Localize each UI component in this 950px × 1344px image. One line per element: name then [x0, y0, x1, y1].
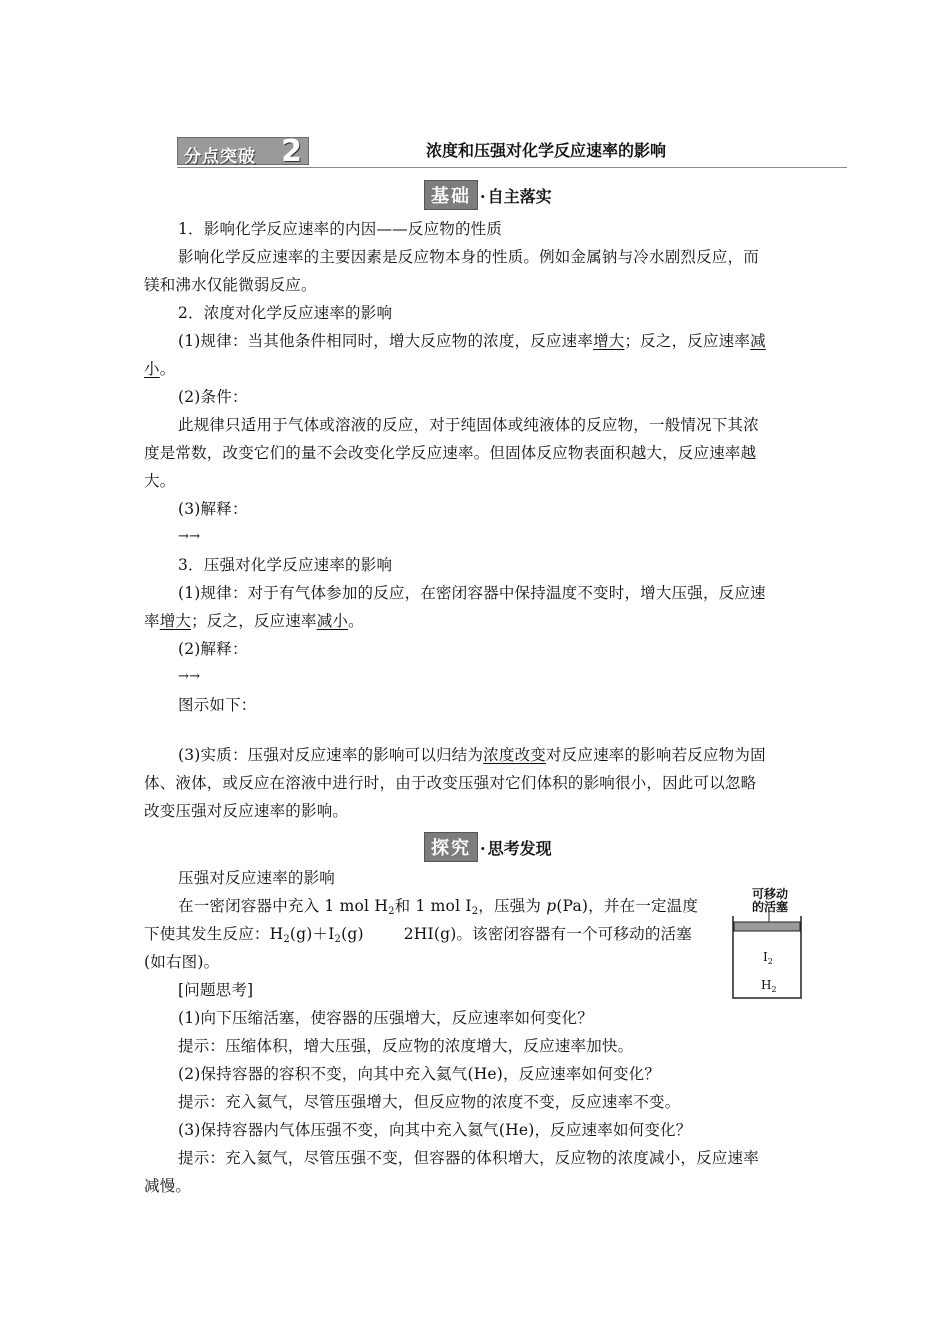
- figure-label-line: 可移动: [751, 887, 788, 901]
- explore-topic: 压强对反应速率的影响: [178, 869, 336, 887]
- rule-line: [144, 611, 364, 631]
- arrows: →→: [178, 669, 201, 684]
- underlined-answer: 浓度改变: [483, 746, 546, 764]
- paragraph-line: 度是常数，改变它们的量不会改变化学反应速率。但固体反应物表面积越大，反应速率越: [144, 444, 757, 462]
- text-run: 对反应速率的影响若反应物为固: [545, 746, 766, 764]
- paragraph-line: 体、液体，或反应在溶液中进行时，由于改变压强对它们体积的影响很小，因此可以忽略: [144, 774, 757, 792]
- underlined-answer: 减: [750, 332, 766, 350]
- question-3: (3)保持容器内气体压强不变，向其中充入氦气(He)，反应速率如何变化？: [178, 1121, 692, 1139]
- subscript: 2: [771, 985, 777, 994]
- figure-note: 图示如下：: [178, 696, 257, 714]
- underlined-answer: 增大: [159, 612, 192, 630]
- text-run: ；反之，反应速率: [191, 612, 317, 630]
- subscript: 2: [388, 906, 395, 917]
- subscript: 2: [283, 934, 290, 945]
- section-tag-label: 基础: [424, 180, 478, 210]
- essence-line: [178, 745, 766, 765]
- subscript: 2: [471, 906, 479, 917]
- explore-line: [178, 896, 698, 922]
- explore-line: [144, 924, 692, 950]
- header-divider: [177, 167, 847, 168]
- piston: [734, 922, 800, 931]
- rule-line-cont: [144, 359, 175, 379]
- text-run: 和 1 mol I: [394, 897, 472, 915]
- paragraph-line: 镁和沸水仅能微弱反应。: [144, 276, 317, 294]
- section-tag-dot: ·: [480, 187, 486, 206]
- question-title: [问题思考]: [178, 981, 254, 999]
- section-tag-subtitle: 思考发现: [487, 839, 552, 858]
- text-run: (g): [341, 925, 364, 943]
- answer-3: 提示：充入氦气，尽管压强不变，但容器的体积增大，反应物的浓度减小，反应速率: [178, 1149, 759, 1167]
- question-1: (1)向下压缩活塞，使容器的压强增大，反应速率如何变化？: [178, 1009, 594, 1027]
- subscript: 2: [334, 934, 342, 945]
- variable-p: p: [546, 897, 557, 915]
- answer-2: 提示：充入氦气，尽管压强增大，但反应物的浓度不变，反应速率不变。: [178, 1093, 681, 1111]
- paragraph-line: (如右图)。: [144, 953, 220, 971]
- text-run: 2HI(g)。该密闭容器有一个可移动的活塞: [403, 925, 692, 943]
- answer-1: 提示：压缩体积，增大压强，反应物的浓度增大，反应速率加快。: [178, 1037, 634, 1055]
- text-run: 。: [348, 612, 364, 630]
- explain-label: (2)解释：: [178, 640, 248, 658]
- text-run: 在一密闭容器中充入 1 mol H: [178, 897, 389, 915]
- paragraph-line: (1)规律：对于有气体参加的反应，在密闭容器中保持温度不变时，增大压强，反应速: [178, 584, 766, 602]
- text-run: 下使其发生反应：H: [144, 925, 284, 943]
- section-tag-label: 探究: [424, 832, 478, 862]
- paragraph-line: 减慢。: [144, 1177, 192, 1195]
- figure-label-line: 的活塞: [751, 900, 788, 914]
- text-run: 率: [144, 612, 160, 630]
- text-run: (Pa)，并在一定温度: [556, 897, 699, 915]
- badge-text: 分点突破: [184, 147, 256, 167]
- heading-3: 3．压强对化学反应速率的影响: [178, 556, 393, 574]
- text-run: (g)＋I: [289, 925, 335, 943]
- paragraph-line: 大。: [144, 472, 176, 490]
- paragraph-line: 影响化学反应速率的主要因素是反应物本身的性质。例如金属钠与冷水剧烈反应，而: [178, 248, 759, 266]
- gas-label-h2: [761, 978, 777, 994]
- underlined-answer: 增大: [593, 332, 625, 350]
- gas-symbol: I: [763, 950, 768, 964]
- paragraph-line: 此规律只适用于气体或溶液的反应，对于纯固体或纯液体的反应物，一般情况下其浓: [178, 416, 759, 434]
- badge-number: 2: [281, 134, 302, 169]
- text-run: (3)实质：压强对反应速率的影响可以归结为: [178, 746, 484, 764]
- text-run: ；反之，反应速率: [624, 332, 751, 350]
- arrows: →→: [178, 529, 201, 544]
- heading-2: 2．浓度对化学反应速率的影响: [178, 304, 393, 322]
- subscript: 2: [767, 957, 773, 966]
- gas-symbol: H: [761, 978, 772, 992]
- section-tag-dot: ·: [480, 839, 486, 858]
- underlined-answer: 小: [144, 360, 160, 378]
- paragraph-line: 改变压强对反应速率的影响。: [144, 802, 349, 820]
- underlined-answer: 减小: [316, 612, 349, 630]
- page-title: 浓度和压强对化学反应速率的影响: [426, 141, 667, 160]
- text-run: ，压强为: [478, 897, 547, 915]
- section-tag-subtitle: 自主落实: [487, 187, 552, 206]
- text-run: 。: [159, 360, 176, 378]
- text-run: (1)规律：当其他条件相同时，增大反应物的浓度，反应速率: [178, 332, 594, 350]
- figure-label: [742, 888, 798, 914]
- heading-1: 1．影响化学反应速率的内因——反应物的性质: [178, 220, 503, 238]
- condition-label: (2)条件：: [178, 388, 248, 406]
- section-tag-explore: [424, 832, 552, 858]
- explain-label: (3)解释：: [178, 500, 248, 518]
- question-2: (2)保持容器的容积不变，向其中充入氦气(He)，反应速率如何变化？: [178, 1065, 661, 1083]
- gas-label-i2: [763, 950, 773, 966]
- section-badge: [177, 134, 309, 169]
- section-tag-basics: [424, 180, 552, 206]
- rule-line: [178, 331, 766, 351]
